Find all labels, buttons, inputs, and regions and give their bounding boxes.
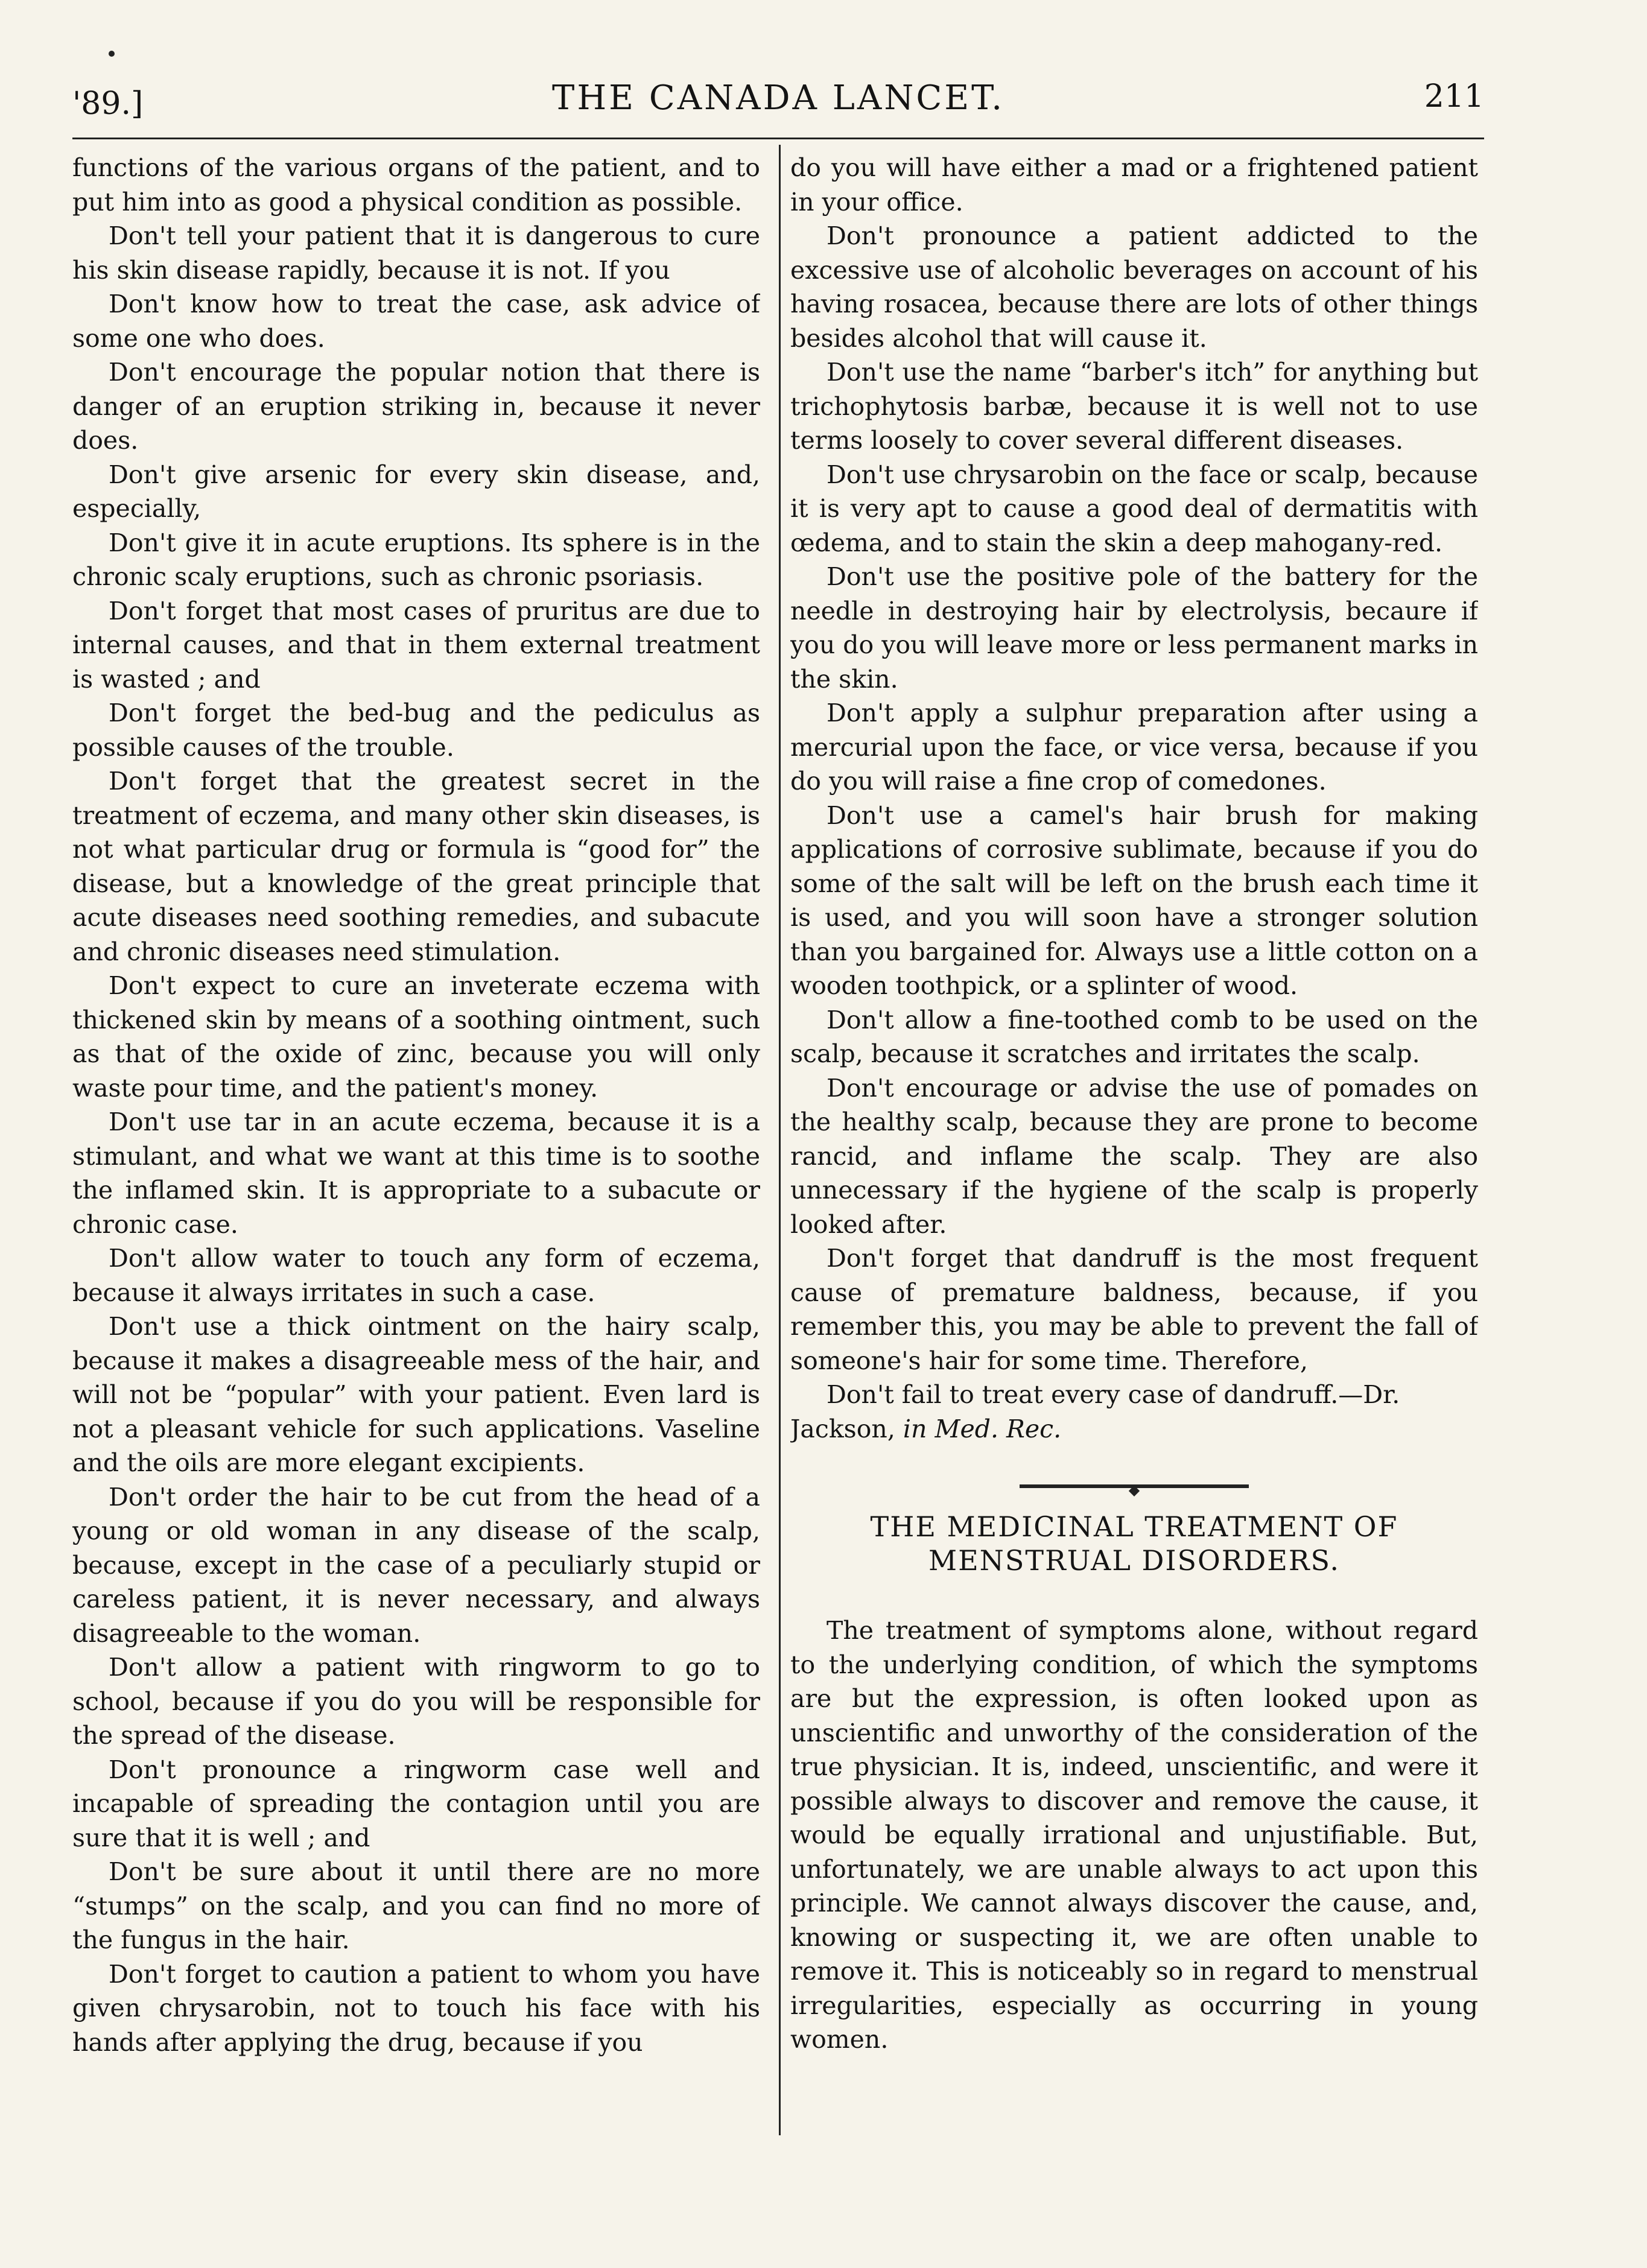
paragraph: Don't use the positive pole of the battery for the needle in destroying hair by electrolysis, becaure if you do you will leave more or less permanent marks in the skin.: [790, 562, 1478, 694]
header-year: '89.]: [72, 86, 144, 122]
page-number: 211: [1424, 78, 1484, 115]
section-title: THE MEDICINAL TREATMENT OF MENSTRUAL DISORDERS.: [870, 1510, 1398, 1577]
paragraph: Don't give it in acute eruptions. Its sphere is in the chronic scaly eruptions, such as chronic psoriasis.: [72, 528, 760, 591]
journal-title: THE CANADA LANCET.: [551, 78, 1004, 118]
right-column: [790, 151, 1478, 2135]
paragraph: Don't encourage or advise the use of pomades on the healthy scalp, because they are prone to become rancid, and inflame the scalp. They are also unnecessary if the hygiene of the scalp is properly looked after.: [790, 1073, 1478, 1239]
signature-name: Jackson,: [790, 1414, 895, 1443]
section-paragraph: The treatment of symptoms alone, without regard to the underlying condition, of which the symptoms are but the expression, is often looked upon as unscientific and unworthy of the consideration of the true physician. It is, indeed, unscientific, and were it possible always to discover and remove the cause, it would be equally irrational and unjustifiable. But, unfortunately, we are unable always to act upon this principle. We cannot always discover the cause, and, knowing or suspecting it, we are often unable to remove it. This is noticeably so in regard to menstrual irregularities, especially as occurring in young women.: [790, 1616, 1478, 2054]
paragraph: Don't apply a sulphur preparation after using a mercurial upon the face, or vice versa, because if you do you will raise a fine crop of comedones.: [790, 698, 1478, 796]
paragraph: Don't forget the bed-bug and the pediculus as possible causes of the trouble.: [72, 698, 760, 762]
column-divider: [779, 145, 781, 2135]
ink-speck: [109, 51, 115, 57]
paragraph: Don't forget that the greatest secret in the treatment of eczema, and many other skin diseases, is not what particular drug or formula is “good for” the disease, but a knowledge of the great principle that acute diseases need soothing remedies, and subacute and chronic diseases need stimulation.: [72, 767, 760, 966]
paragraph: Don't know how to treat the case, ask advice of some one who does.: [72, 290, 760, 353]
paragraph: Don't give arsenic for every skin disease, and, especially,: [72, 460, 760, 523]
paragraph: Don't use a thick ointment on the hairy scalp, because it makes a disagreeable mess of the hair, and will not be “popular” with your patient. Even lard is not a pleasant vehicle for such applications. Vaseline and the oils are more elegant excipients.: [72, 1312, 760, 1477]
paragraph: Don't allow water to touch any form of eczema, because it always irritates in such a case.: [72, 1244, 760, 1307]
paragraph: Don't encourage the popular notion that there is danger of an eruption striking in, because it never does.: [72, 358, 760, 455]
paragraph: Don't use the name “barber's itch” for anything but trichophytosis barbæ, because it is well not to use terms loosely to cover several different diseases.: [790, 358, 1478, 455]
paragraph: Don't use a camel's hair brush for making applications of corrosive sublimate, because if you do some of the salt will be left on the brush each time it is used, and you will soon have a stronger solution than you bargained for. Always use a little cotton on a wooden toothpick, or a splinter of wood.: [790, 800, 1478, 1000]
paragraph: Don't order the hair to be cut from the head of a young or old woman in any disease of the scalp, because, except in the case of a peculiarly stupid or careless patient, it is never necessary, and always disagreeable to the woman.: [72, 1482, 760, 1648]
header-rule: [72, 138, 1484, 139]
signature-source: in Med. Rec.: [903, 1414, 1062, 1443]
paragraph: Don't pronounce a ringworm case well and incapable of spreading the contagion until you are sure that it is well ; and: [72, 1755, 760, 1852]
left-column: [72, 151, 760, 2135]
signature: [790, 1412, 1478, 1446]
paragraph: Don't use tar in an acute eczema, because it is a stimulant, and what we want at this time is to soothe the inflamed skin. It is appropriate to a subacute or chronic case.: [72, 1107, 760, 1239]
paragraph: functions of the various organs of the patient, and to put him into as good a physical condition as possible.: [72, 153, 760, 217]
paragraph: Don't allow a patient with ringworm to go to school, because if you do you will be responsible for the spread of the disease.: [72, 1653, 760, 1750]
paragraph: Don't tell your patient that it is dangerous to cure his skin disease rapidly, because it is not. If you: [72, 221, 760, 285]
paragraph: Don't expect to cure an inveterate eczema with thickened skin by means of a soothing ointment, such as that of the oxide of zinc, because you will only waste pour time, and the patient's money.: [72, 971, 760, 1103]
paragraph: Don't forget that most cases of pruritus are due to internal causes, and that in them external treatment is wasted ; and: [72, 596, 760, 694]
paragraph: Don't pronounce a patient addicted to the excessive use of alcoholic beverages on account of his having rosacea, because there are lots of other things besides alcohol that will cause it.: [790, 221, 1478, 353]
section-divider: [1020, 1484, 1249, 1488]
running-header: [72, 78, 1484, 127]
paragraph: Don't forget to caution a patient to whom you have given chrysarobin, not to touch his face with his hands after applying the drug, because if you: [72, 1959, 760, 2057]
paragraph: do you will have either a mad or a frightened patient in your office.: [790, 153, 1478, 217]
paragraph: Don't fail to treat every case of dandruff.—Dr.: [827, 1380, 1400, 1409]
paragraph: Don't allow a fine-toothed comb to be used on the scalp, because it scratches and irritates the scalp.: [790, 1005, 1478, 1068]
paragraph: Don't use chrysarobin on the face or scalp, because it is very apt to cause a good deal of dermatitis with œdema, and to stain the skin a deep mahogany-red.: [790, 460, 1478, 557]
paragraph: Don't be sure about it until there are no more “stumps” on the scalp, and you can find no more of the fungus in the hair.: [72, 1857, 760, 1954]
paragraph: Don't forget that dandruff is the most frequent cause of premature baldness, because, if you remember this, you may be able to prevent the fall of someone's hair for some time. Therefore,: [790, 1244, 1478, 1375]
